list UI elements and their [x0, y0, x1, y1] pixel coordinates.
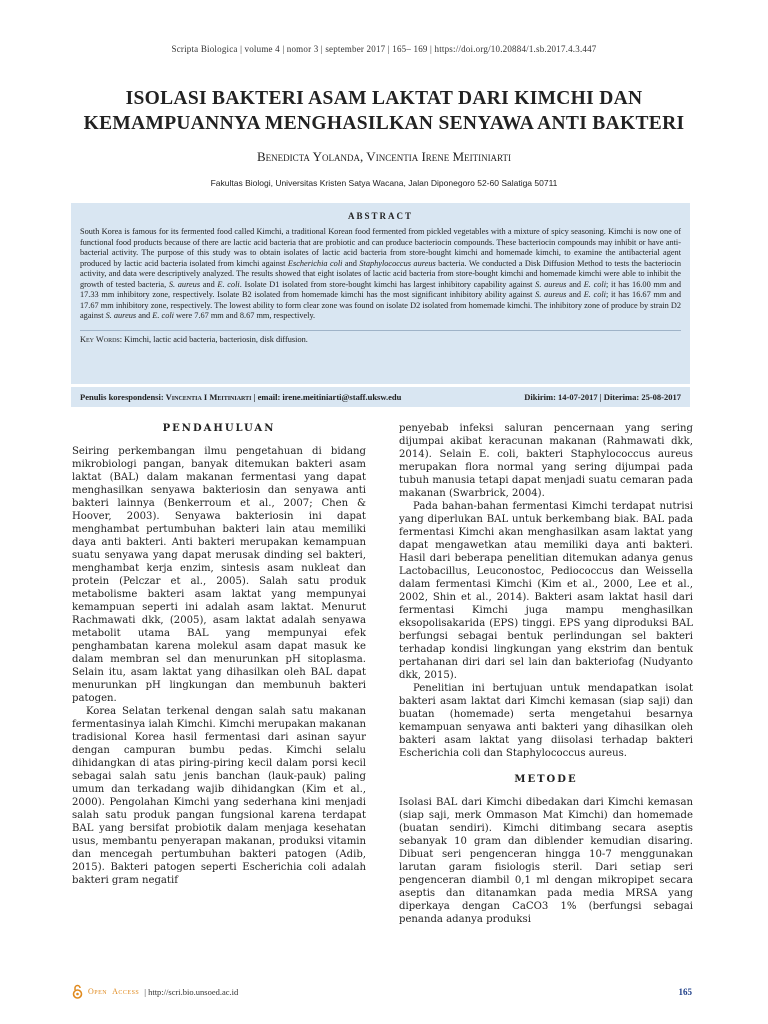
correspondence-info: Penulis korespondensi: Vincentia I Meitiniarti | email: irene.meitiniarti@staff.uksw.edu	[80, 392, 402, 402]
correspondence-email[interactable]: | email: irene.meitiniarti@staff.uksw.edu	[251, 392, 402, 402]
right-column	[399, 422, 693, 926]
correspondence-bar	[71, 387, 690, 407]
open-access-icon	[72, 984, 83, 999]
keywords-list: Kimchi, lactic acid bacteria, bacteriosin, disk diffusion.	[122, 334, 308, 344]
paragraph: Korea Selatan terkenal dengan salah satu makanan fermentasinya ialah Kimchi. Kimchi merupakan makanan tradisional Korea hasil fermentasi dari asinan sayur dengan campuran bumbu pedas. Kimchi selalu dihidangkan di atas piring-piring kecil dalam porsi kecil sebagai salah satu jenis banchan (lauk-pauk) paling umum dan terkadang wajib dihidangkan (Kim et al., 2000). Pengolahan Kimchi yang sederhana kini menjadi salah satu produk pangan fungsional karena terdapat BAL yang bersifat probiotik dalam menjaga kesehatan usus, membantu penyerapan makanan, produksi vitamin dan mencegah pertumbuhan bakteri patogen (Adib, 2015). Bakteri patogen seperti Escherichia coli adalah bakteri gram negatif	[72, 706, 366, 886]
paragraph: penyebab infeksi saluran pencernaan yang sering dijumpai akibat keracunan makanan (Rahmawati dkk, 2014). Selain E. coli, bakteri Staphylococcus aureus merupakan flora normal yang sering dijumpai pada tubuh manusia tetapi dapat menjadi suatu cemaran pada makanan (Swarbrick, 2004).	[399, 423, 693, 499]
left-column	[72, 422, 366, 887]
page-footer	[72, 984, 692, 999]
author-affiliation: Fakultas Biologi, Universitas Kristen Satya Wacana, Jalan Diponegoro 52-60 Salatiga 50711	[210, 178, 558, 188]
section-heading-pendahuluan: PENDAHULUAN	[162, 423, 276, 434]
page-number: 165	[678, 986, 692, 997]
paper-authors: Benedicta Yolanda, Vincentia Irene Meitiniarti	[256, 149, 512, 164]
paragraph: Isolasi BAL dari Kimchi dibedakan dari Kimchi kemasan (siap saji, merk Ommason Mat Kimchi) dan homemade (buatan sendiri). Kimchi ditimbang secara aseptis sebanyak 10 gram dan diblender kemudian disaring. Dibuat seri pengenceran hingga 10-7 menggunakan larutan garam fisiologis steril. Dari setiap seri pengenceran diambil 0,1 ml dengan mikropipet secara aseptis dan ditanamkan pada media MRSA yang diperkaya dengan CaCO3 1% (berfungsi sebagai penanda adanya produksi	[399, 797, 693, 925]
keywords-label: Key Words:	[80, 334, 123, 344]
abstract-heading: ABSTRACT	[347, 211, 413, 221]
open-label: Open	[88, 987, 108, 996]
paragraph: Pada bahan-bahan fermentasi Kimchi terdapat nutrisi yang diperlukan BAL untuk berkembang biak. BAL pada fermentasi Kimchi akan menghasilkan asam laktat yang dapat mengawetkan atau memiliki daya anti bakteri. Hasil dari beberapa penelitian ditemukan adanya genus Lactobacillus, Leuconostoc, Pediococcus dan Weissella dalam fermentasi Kimchi (Kim et al., 2000, Lee et al., 2002, Shin et al., 2014). Bakteri asam laktat hasil dari fermentasi Kimchi juga mampu menghasilkan eksopolisakarida (EPS) tinggi. EPS yang diproduksi BAL berfungsi sebagai bentuk perlindungan sel bakteri terhadap kondisi lingkungan yang ekstrim dan bentuk pertahanan diri dari sel lain dan bakteriofag (Nudyanto dkk, 2015).	[399, 501, 693, 681]
journal-url-link[interactable]: | http://scri.bio.unsoed.ac.id	[144, 986, 239, 997]
journal-citation-header: Scripta Biologica | volume 4 | nomor 3 | september 2017 | 165– 169 | https://doi.org/10.20884/1.sb.2017.4.3.447	[171, 44, 597, 54]
submission-dates: Dikirim: 14-07-2017 | Diterima: 25-08-2017	[524, 392, 681, 402]
paper-title: ISOLASI BAKTERI ASAM LAKTAT DARI KIMCHI DAN KEMAMPUANNYA MENGHASILKAN SENYAWA ANTI BAKTERI	[83, 88, 685, 134]
paragraph: Seiring perkembangan ilmu pengetahuan di bidang mikrobiologi pangan, banyak ditemukan bakteri asam laktat (BAL) dalam makanan fermentasi yang dapat menghasilkan senyawa bakteriosin dan senyawa anti bakteri lainnya (Benkerroum et al., 2007; Chen & Hoover, 2003). Senyawa bakteriosin ini dapat menghambat pertumbuhan bakteri lain atau memiliki daya anti bakteri. Anti bakteri merupakan kemampuan suatu senyawa yang dapat merusak dinding sel bakteri, menghambat kerja enzim, sintesis asam nukleat dan protein (Pelczar et al., 2005). Salah satu produk metabolisme bakteri asam laktat yang mempunyai kemampuan seperti ini adalah asam laktat. Menurut Rachmawati dkk, (2005), asam laktat adalah senyawa metabolit utama BAL yang mempunyai efek penghambatan karena molekul asam dapat masuk ke dalam membran sel dan menurunkan pH sitoplasma. Selain itu, asam laktat yang dihasilkan oleh BAL dapat menurunkan pH lingkungan dan membunuh bakteri patogen.	[72, 446, 366, 704]
paragraph: Penelitian ini bertujuan untuk mendapatkan isolat bakteri asam laktat dari Kimchi kemasan (siap saji) dan buatan (homemade) serta mengetahui besarnya kemampuan senyawa anti bakteri yang dihasilkan oleh bakteri asam laktat yang diisolasi terhadap bakteri Escherichia coli dan Staphylococcus aureus.	[399, 683, 693, 759]
keywords	[80, 330, 681, 344]
open-access-badge	[72, 984, 238, 999]
access-label: Access	[112, 987, 140, 996]
section-heading-metode: METODE	[514, 774, 578, 785]
abstract-box	[71, 203, 690, 384]
abstract-text: South Korea is famous for its fermented food called Kimchi, a traditional Korean food fermented from pickled vegetables with a mixture of spicy seasoning. Kimchi is now one of functional food products because of there are lactic acid bacteria that are probiotic and can produce bacteriocin compounds. These bacteriocin compounds may inhibit or have anti-bacterial activity. The purpose of this study was to obtain isolates of lactic acid bacteria from store-bought kimchi and homemade kimchi, to examine the antibacterial agent produced by lactic acid bacteria isolated from kimchi against Escherichia coli and Staphylococcus aureus bacteria. We conducted a Disk Diffusion Method to tests the bacteriocin activity, and data were descriptively analyzed. The results showed that eight isolates of lactic acid bacteria from store-bought kimchi and homemade kimchi were able to inhibit the growth of tested bacteria, S. aureus and E. coli. Isolate D1 isolated from store-bought kimchi has largest inhibitory capability against S. aureus and E. coli; it has 16.00 mm and 17.33 mm inhibitory zone, respectively. Isolate B2 isolated from homemade kimchi has the most significant inhibitory ability against S. aureus and E. coli; it has 16.67 mm and 17.67 mm inhibitory zone, respectively. The lowest ability to form clear zone was found on isolate D2 isolated from homemade kimchi. The inhibitory zone of produce by strain D2 against S. aureus and E. coli were 7.67 mm and 8.67 mm, respectively.	[80, 227, 681, 320]
